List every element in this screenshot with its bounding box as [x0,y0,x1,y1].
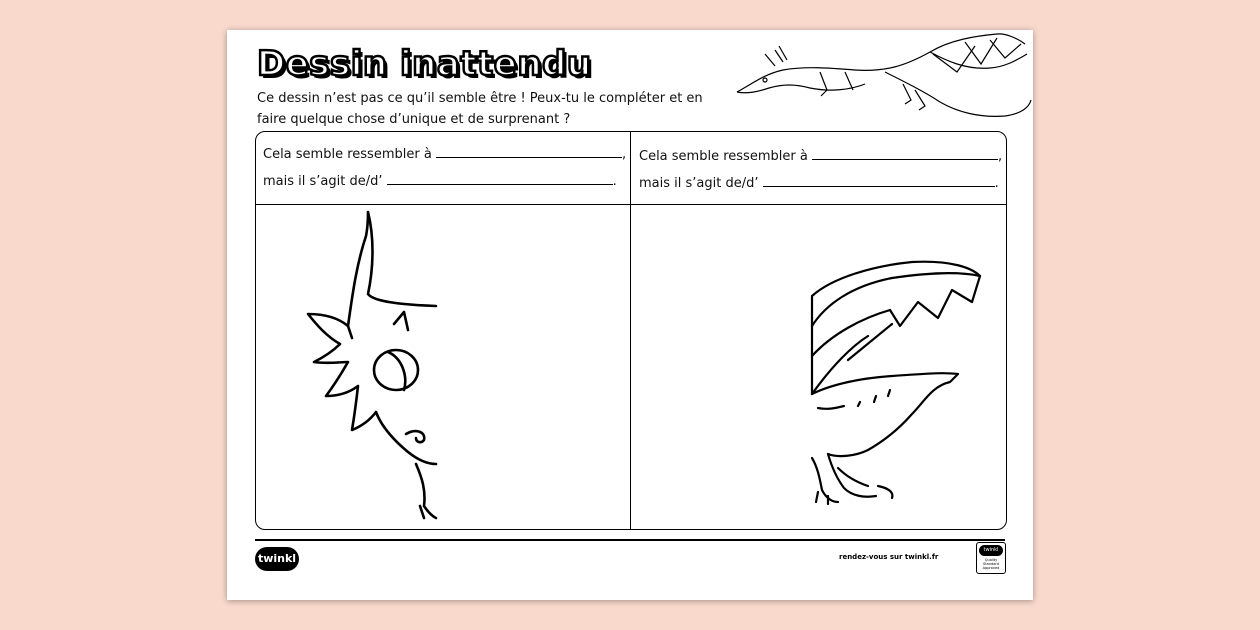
instructions-line-2: faire quelque chose d’unique et de surprenant ? [257,112,571,127]
right-prompt-row-2 [639,174,999,193]
left-prompt-row-1 [263,145,626,164]
right-prompt-row-1 [639,147,1002,166]
left-answer-blank-1[interactable] [436,145,622,158]
half-dragon-head-icon[interactable] [256,206,630,528]
left-punct-2: . [612,174,617,189]
dragon-illustration-icon [735,32,1033,122]
badge-text: Quality Standard Approved [982,558,1000,570]
left-prompt-2: mais il s’agit de/d’ [263,174,383,189]
instructions-line-1: Ce dessin n’est pas ce qu’il semble être ! Peux-tu le compléter et en [257,91,703,106]
right-answer-blank-2[interactable] [763,174,995,187]
right-answer-blank-1[interactable] [812,147,998,160]
twinkl-logo: twinkl [255,547,299,571]
left-punct-1: , [621,147,627,162]
footer-rule [255,539,1005,541]
left-answer-blank-2[interactable] [387,172,613,185]
drawing-grid [255,131,1007,530]
left-prompt-1: Cela semble ressembler à [263,147,432,162]
badge-logo: twinkl [979,545,1003,556]
left-prompt-row-2 [263,172,617,191]
worksheet-page [227,30,1033,600]
half-dragon-wing-icon[interactable] [632,206,1006,528]
right-punct-2: . [994,176,999,191]
right-prompt-1: Cela semble ressembler à [639,149,808,164]
right-punct-1: , [997,149,1003,164]
worksheet-title: Dessin inattendu [257,44,592,84]
quality-badge-icon [976,542,1006,574]
worksheet-instructions [257,88,727,130]
right-prompt-2: mais il s’agit de/d’ [639,176,759,191]
footer-site-link[interactable]: rendez-vous sur twinkl.fr [839,553,939,561]
